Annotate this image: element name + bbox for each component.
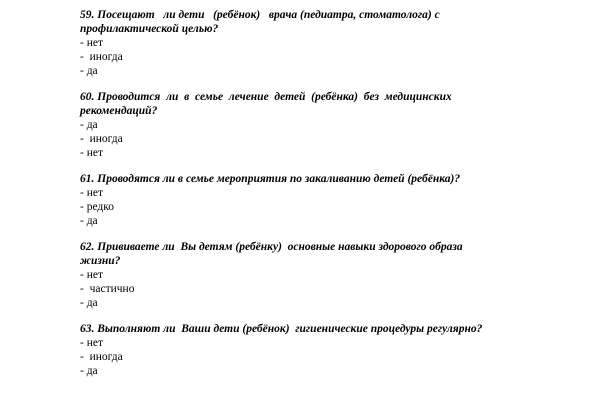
question-title-line: профилактической целью? — [80, 23, 219, 35]
question-title-line: жизни? — [80, 255, 121, 267]
answer-option: - иногда — [80, 51, 123, 63]
answer-option: - да — [80, 365, 98, 377]
question-title — [80, 240, 520, 268]
question-62 — [80, 240, 520, 310]
question-title — [80, 322, 520, 336]
question-title-line: 60. Проводится ли в семье лечение детей (ребёнка) без медицинских — [80, 91, 452, 103]
answer-option: - иногда — [80, 133, 123, 145]
question-title-line: рекомендаций? — [80, 105, 158, 117]
question-title-line: 63. Выполняют ли Ваши дети (ребёнок) гигиенические процедуры регулярно? — [80, 323, 483, 335]
question-60 — [80, 90, 520, 160]
answer-option: - нет — [80, 37, 103, 49]
question-61 — [80, 172, 520, 228]
question-title — [80, 172, 520, 186]
question-title-line: 62. Прививаете ли Вы детям (ребёнку) основные навыки здорового образа — [80, 241, 463, 253]
question-title-line: 61. Проводятся ли в семье мероприятия по закаливанию детей (ребёнка)? — [80, 173, 461, 185]
answer-options — [80, 186, 520, 228]
answer-options — [80, 268, 520, 310]
answer-option: - нет — [80, 147, 103, 159]
answer-option: - нет — [80, 187, 103, 199]
answer-option: - иногда — [80, 351, 123, 363]
question-59 — [80, 8, 520, 78]
answer-option: - частично — [80, 283, 135, 295]
answer-options — [80, 36, 520, 78]
question-63 — [80, 322, 520, 378]
questionnaire-page — [80, 8, 520, 390]
question-title — [80, 90, 520, 118]
answer-option: - нет — [80, 269, 103, 281]
answer-options — [80, 336, 520, 378]
answer-option: - нет — [80, 337, 103, 349]
answer-option: - да — [80, 215, 98, 227]
question-title — [80, 8, 520, 36]
question-title-line: 59. Посещают ли дети (ребёнок) врача (педиатра, стоматолога) с — [80, 9, 440, 21]
answer-option: - да — [80, 119, 98, 131]
answer-option: - редко — [80, 201, 115, 213]
answer-option: - да — [80, 65, 98, 77]
answer-option: - да — [80, 297, 98, 309]
answer-options — [80, 118, 520, 160]
